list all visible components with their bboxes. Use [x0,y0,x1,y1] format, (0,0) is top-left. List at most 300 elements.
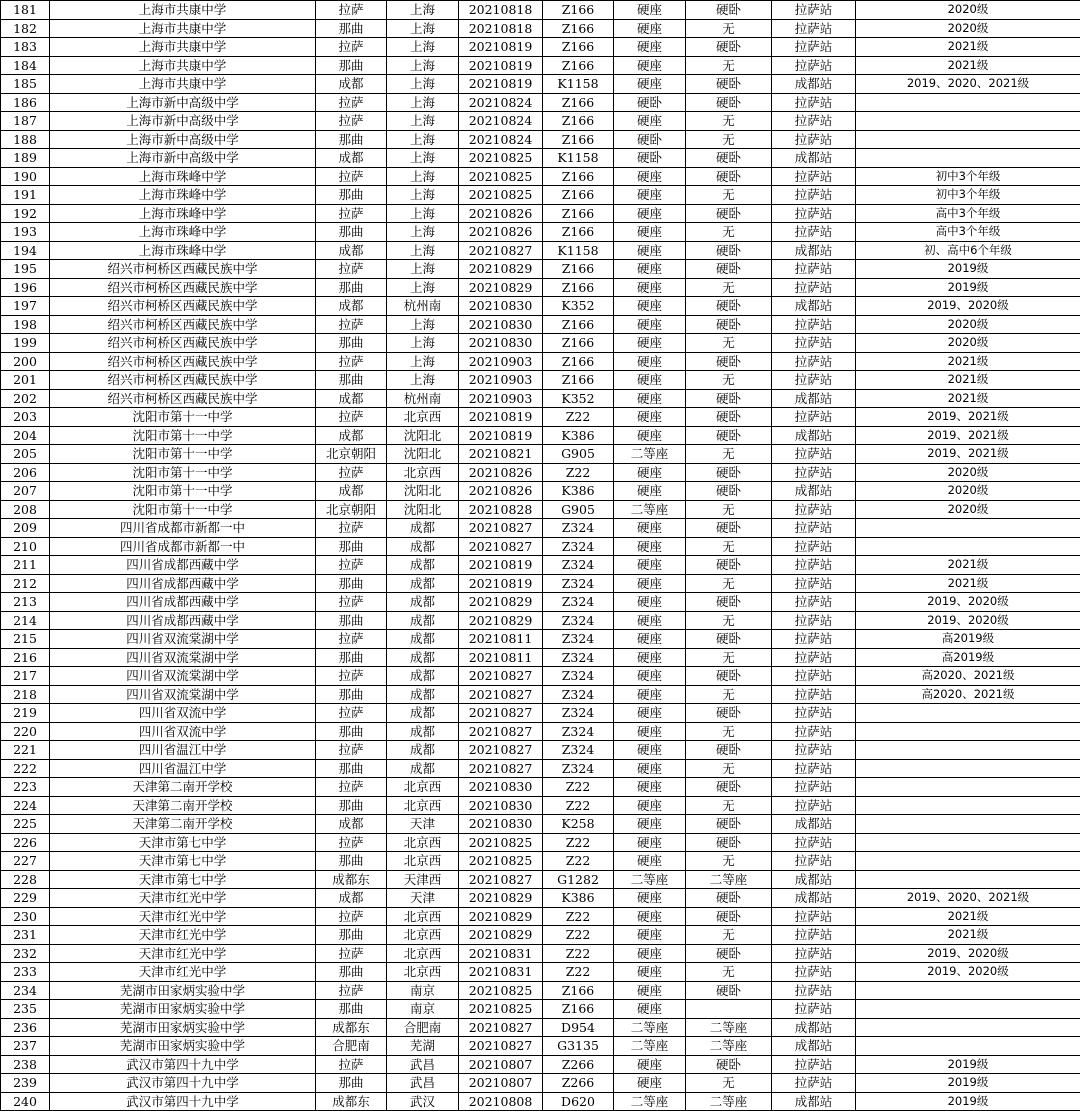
cell-travel-date: 20210811 [459,630,543,649]
cell-seat-type: 硬座 [614,260,686,279]
cell-grade-note: 2019、2021级 [856,408,1080,427]
table-row [1,1092,1080,1111]
cell-arrival-station: 成都 [387,759,459,778]
cell-travel-date: 20210826 [459,482,543,501]
cell-train-number: Z166 [543,130,614,149]
cell-school-name: 上海市共康中学 [50,75,316,94]
table-row [1,149,1080,168]
cell-arrival-station: 上海 [387,149,459,168]
cell-departure-station: 拉萨 [316,667,387,686]
cell-row-number: 214 [1,611,50,630]
cell-departure-station: 那曲 [316,371,387,390]
cell-row-number: 215 [1,630,50,649]
cell-alt-seat-type: 无 [686,648,772,667]
cell-pickup-station: 拉萨站 [772,667,856,686]
cell-arrival-station: 北京西 [387,852,459,871]
cell-train-number: K1158 [543,75,614,94]
cell-grade-note: 初中3个年级 [856,167,1080,186]
cell-pickup-station: 拉萨站 [772,93,856,112]
cell-pickup-station: 拉萨站 [772,500,856,519]
cell-arrival-station: 北京西 [387,907,459,926]
cell-departure-station: 成都 [316,482,387,501]
cell-alt-seat-type: 硬卧 [686,426,772,445]
cell-train-number: K352 [543,297,614,316]
cell-seat-type: 二等座 [614,500,686,519]
cell-alt-seat-type: 无 [686,19,772,38]
cell-school-name: 四川省双流棠湖中学 [50,667,316,686]
cell-arrival-station: 南京 [387,981,459,1000]
cell-grade-note: 高中3个年级 [856,223,1080,242]
cell-seat-type: 硬座 [614,630,686,649]
cell-grade-note: 2020级 [856,315,1080,334]
cell-school-name: 沈阳市第十一中学 [50,500,316,519]
cell-seat-type: 硬座 [614,1000,686,1019]
cell-alt-seat-type: 硬卧 [686,389,772,408]
cell-travel-date: 20210829 [459,926,543,945]
cell-alt-seat-type: 无 [686,574,772,593]
cell-alt-seat-type: 无 [686,278,772,297]
cell-departure-station: 成都 [316,297,387,316]
cell-alt-seat-type: 硬卧 [686,981,772,1000]
cell-alt-seat-type: 硬卧 [686,944,772,963]
cell-departure-station: 那曲 [316,611,387,630]
cell-row-number: 211 [1,556,50,575]
cell-grade-note [856,149,1080,168]
cell-school-name: 上海市珠峰中学 [50,186,316,205]
cell-school-name: 绍兴市柯桥区西藏民族中学 [50,260,316,279]
cell-grade-note: 2020级 [856,19,1080,38]
cell-school-name: 上海市共康中学 [50,19,316,38]
cell-arrival-station: 武汉 [387,1092,459,1111]
cell-travel-date: 20210903 [459,389,543,408]
cell-arrival-station: 上海 [387,167,459,186]
cell-pickup-station: 成都站 [772,241,856,260]
cell-seat-type: 硬座 [614,648,686,667]
cell-row-number: 213 [1,593,50,612]
cell-departure-station: 那曲 [316,722,387,741]
cell-travel-date: 20210808 [459,1092,543,1111]
cell-arrival-station: 合肥南 [387,1018,459,1037]
cell-departure-station: 那曲 [316,796,387,815]
cell-pickup-station: 成都站 [772,389,856,408]
table-row [1,445,1080,464]
cell-pickup-station: 拉萨站 [772,334,856,353]
cell-school-name: 芜湖市田家炳实验中学 [50,1037,316,1056]
cell-school-name: 天津第二南开学校 [50,815,316,834]
cell-train-number: Z166 [543,315,614,334]
table-body [1,1,1080,1111]
cell-school-name: 绍兴市柯桥区西藏民族中学 [50,352,316,371]
cell-travel-date: 20210827 [459,685,543,704]
cell-alt-seat-type: 无 [686,371,772,390]
cell-school-name: 上海市共康中学 [50,56,316,75]
cell-alt-seat-type [686,1000,772,1019]
table-row [1,93,1080,112]
cell-seat-type: 硬座 [614,389,686,408]
cell-row-number: 207 [1,482,50,501]
cell-pickup-station: 拉萨站 [772,796,856,815]
table-row [1,685,1080,704]
cell-row-number: 218 [1,685,50,704]
cell-train-number: Z266 [543,1074,614,1093]
cell-pickup-station: 拉萨站 [772,130,856,149]
cell-seat-type: 硬座 [614,56,686,75]
cell-departure-station: 那曲 [316,19,387,38]
cell-school-name: 沈阳市第十一中学 [50,482,316,501]
cell-travel-date: 20210819 [459,56,543,75]
cell-train-number: D954 [543,1018,614,1037]
cell-pickup-station: 成都站 [772,870,856,889]
cell-school-name: 武汉市第四十九中学 [50,1074,316,1093]
cell-train-number: G3135 [543,1037,614,1056]
cell-alt-seat-type: 硬卧 [686,630,772,649]
table-row [1,574,1080,593]
cell-pickup-station: 拉萨站 [772,112,856,131]
cell-grade-note: 2021级 [856,907,1080,926]
cell-grade-note: 高2020、2021级 [856,667,1080,686]
cell-row-number: 193 [1,223,50,242]
cell-alt-seat-type: 无 [686,611,772,630]
cell-pickup-station: 拉萨站 [772,352,856,371]
cell-grade-note: 高中3个年级 [856,204,1080,223]
table-row [1,1000,1080,1019]
cell-alt-seat-type: 无 [686,1074,772,1093]
cell-school-name: 天津市红光中学 [50,889,316,908]
cell-school-name: 四川省双流棠湖中学 [50,648,316,667]
cell-pickup-station: 成都站 [772,297,856,316]
cell-departure-station: 拉萨 [316,556,387,575]
cell-alt-seat-type: 硬卧 [686,778,772,797]
cell-school-name: 绍兴市柯桥区西藏民族中学 [50,315,316,334]
cell-arrival-station: 成都 [387,630,459,649]
cell-travel-date: 20210818 [459,19,543,38]
cell-row-number: 226 [1,833,50,852]
cell-train-number: Z324 [543,556,614,575]
cell-travel-date: 20210827 [459,1018,543,1037]
cell-pickup-station: 拉萨站 [772,722,856,741]
cell-school-name: 四川省成都市新都一中 [50,519,316,538]
cell-departure-station: 成都 [316,426,387,445]
cell-alt-seat-type: 硬卧 [686,93,772,112]
cell-train-number: G905 [543,445,614,464]
cell-train-number: Z324 [543,630,614,649]
cell-school-name: 绍兴市柯桥区西藏民族中学 [50,278,316,297]
cell-pickup-station: 拉萨站 [772,315,856,334]
cell-seat-type: 硬座 [614,778,686,797]
cell-seat-type: 硬座 [614,537,686,556]
cell-train-number: Z166 [543,56,614,75]
cell-row-number: 195 [1,260,50,279]
cell-pickup-station: 拉萨站 [772,19,856,38]
cell-school-name: 四川省双流棠湖中学 [50,630,316,649]
table-row [1,56,1080,75]
cell-seat-type: 硬座 [614,852,686,871]
cell-alt-seat-type: 硬卧 [686,260,772,279]
cell-grade-note: 2019、2020级 [856,611,1080,630]
cell-seat-type: 硬座 [614,167,686,186]
cell-departure-station: 拉萨 [316,38,387,57]
cell-alt-seat-type: 无 [686,963,772,982]
table-row [1,741,1080,760]
cell-departure-station: 那曲 [316,685,387,704]
cell-alt-seat-type: 硬卧 [686,149,772,168]
cell-grade-note: 2019级 [856,278,1080,297]
cell-travel-date: 20210824 [459,130,543,149]
cell-travel-date: 20210829 [459,278,543,297]
cell-travel-date: 20210819 [459,38,543,57]
cell-train-number: K386 [543,889,614,908]
cell-row-number: 206 [1,463,50,482]
cell-row-number: 233 [1,963,50,982]
cell-pickup-station: 拉萨站 [772,907,856,926]
cell-departure-station: 合肥南 [316,1037,387,1056]
cell-departure-station: 拉萨 [316,630,387,649]
cell-departure-station: 那曲 [316,963,387,982]
cell-train-number: Z324 [543,741,614,760]
cell-train-number: Z166 [543,334,614,353]
cell-train-number: Z324 [543,519,614,538]
cell-train-number: Z324 [543,759,614,778]
cell-train-number: Z324 [543,667,614,686]
table-row [1,1018,1080,1037]
cell-grade-note [856,1037,1080,1056]
cell-alt-seat-type: 无 [686,537,772,556]
cell-departure-station: 那曲 [316,852,387,871]
cell-grade-note: 2019、2021级 [856,426,1080,445]
cell-travel-date: 20210819 [459,574,543,593]
cell-train-number: Z22 [543,796,614,815]
table-row [1,852,1080,871]
cell-pickup-station: 拉萨站 [772,278,856,297]
cell-grade-note: 2019、2020级 [856,593,1080,612]
cell-school-name: 天津市第七中学 [50,852,316,871]
cell-train-number: Z324 [543,704,614,723]
cell-school-name: 绍兴市柯桥区西藏民族中学 [50,297,316,316]
cell-pickup-station: 拉萨站 [772,556,856,575]
cell-school-name: 上海市新中高级中学 [50,130,316,149]
cell-seat-type: 硬座 [614,352,686,371]
cell-row-number: 237 [1,1037,50,1056]
cell-alt-seat-type: 硬卧 [686,352,772,371]
cell-arrival-station: 成都 [387,556,459,575]
cell-pickup-station: 成都站 [772,889,856,908]
cell-row-number: 202 [1,389,50,408]
table-row [1,315,1080,334]
cell-travel-date: 20210825 [459,186,543,205]
table-row [1,482,1080,501]
cell-arrival-station: 北京西 [387,408,459,427]
cell-arrival-station: 成都 [387,722,459,741]
cell-arrival-station: 天津 [387,889,459,908]
cell-grade-note: 2019级 [856,260,1080,279]
cell-arrival-station: 上海 [387,130,459,149]
table-row [1,426,1080,445]
cell-grade-note: 2021级 [856,352,1080,371]
cell-row-number: 227 [1,852,50,871]
cell-alt-seat-type: 硬卧 [686,556,772,575]
cell-grade-note: 2019级 [856,1055,1080,1074]
cell-alt-seat-type: 无 [686,130,772,149]
cell-seat-type: 硬座 [614,334,686,353]
cell-arrival-station: 芜湖 [387,1037,459,1056]
cell-row-number: 197 [1,297,50,316]
table-row [1,870,1080,889]
cell-arrival-station: 上海 [387,223,459,242]
cell-pickup-station: 拉萨站 [772,463,856,482]
cell-school-name: 天津市第七中学 [50,870,316,889]
cell-travel-date: 20210827 [459,741,543,760]
cell-train-number: Z22 [543,778,614,797]
table-row [1,334,1080,353]
cell-arrival-station: 天津 [387,815,459,834]
cell-row-number: 200 [1,352,50,371]
cell-alt-seat-type: 硬卧 [686,815,772,834]
cell-pickup-station: 成都站 [772,815,856,834]
cell-school-name: 沈阳市第十一中学 [50,426,316,445]
cell-seat-type: 硬座 [614,297,686,316]
cell-row-number: 194 [1,241,50,260]
cell-seat-type: 硬座 [614,1074,686,1093]
cell-departure-station: 拉萨 [316,112,387,131]
cell-pickup-station: 拉萨站 [772,537,856,556]
cell-grade-note: 2021级 [856,556,1080,575]
cell-departure-station: 拉萨 [316,981,387,1000]
cell-departure-station: 那曲 [316,1000,387,1019]
table-row [1,1055,1080,1074]
cell-alt-seat-type: 二等座 [686,1018,772,1037]
cell-arrival-station: 沈阳北 [387,445,459,464]
cell-seat-type: 硬座 [614,1055,686,1074]
cell-pickup-station: 拉萨站 [772,963,856,982]
cell-alt-seat-type: 无 [686,445,772,464]
table-row [1,889,1080,908]
table-row [1,223,1080,242]
cell-alt-seat-type: 无 [686,223,772,242]
cell-travel-date: 20210825 [459,833,543,852]
cell-travel-date: 20210827 [459,722,543,741]
cell-school-name: 芜湖市田家炳实验中学 [50,1000,316,1019]
cell-row-number: 224 [1,796,50,815]
cell-row-number: 228 [1,870,50,889]
cell-alt-seat-type: 硬卧 [686,204,772,223]
table-row [1,204,1080,223]
cell-train-number: Z22 [543,852,614,871]
table-row [1,1,1080,20]
cell-school-name: 芜湖市田家炳实验中学 [50,1018,316,1037]
cell-school-name: 四川省成都西藏中学 [50,574,316,593]
cell-seat-type: 硬座 [614,796,686,815]
cell-arrival-station: 上海 [387,334,459,353]
cell-departure-station: 拉萨 [316,352,387,371]
cell-travel-date: 20210827 [459,519,543,538]
cell-travel-date: 20210819 [459,408,543,427]
cell-travel-date: 20210807 [459,1055,543,1074]
cell-departure-station: 那曲 [316,537,387,556]
cell-arrival-station: 天津西 [387,870,459,889]
cell-departure-station: 成都 [316,149,387,168]
cell-train-number: Z166 [543,1000,614,1019]
cell-school-name: 四川省成都西藏中学 [50,556,316,575]
cell-school-name: 武汉市第四十九中学 [50,1092,316,1111]
cell-alt-seat-type: 无 [686,852,772,871]
cell-travel-date: 20210830 [459,334,543,353]
cell-seat-type: 硬座 [614,944,686,963]
cell-train-number: Z324 [543,574,614,593]
cell-seat-type: 硬座 [614,685,686,704]
cell-travel-date: 20210828 [459,500,543,519]
cell-seat-type: 硬座 [614,889,686,908]
cell-school-name: 四川省双流棠湖中学 [50,685,316,704]
cell-pickup-station: 拉萨站 [772,204,856,223]
cell-school-name: 天津市红光中学 [50,963,316,982]
cell-grade-note [856,112,1080,131]
cell-pickup-station: 拉萨站 [772,408,856,427]
cell-departure-station: 拉萨 [316,260,387,279]
cell-row-number: 229 [1,889,50,908]
cell-train-number: Z166 [543,167,614,186]
cell-grade-note: 2019级 [856,1074,1080,1093]
cell-travel-date: 20210818 [459,1,543,20]
cell-departure-station: 拉萨 [316,204,387,223]
cell-arrival-station: 成都 [387,574,459,593]
table-row [1,75,1080,94]
cell-pickup-station: 拉萨站 [772,630,856,649]
cell-departure-station: 那曲 [316,926,387,945]
cell-school-name: 芜湖市田家炳实验中学 [50,981,316,1000]
cell-departure-station: 拉萨 [316,944,387,963]
cell-arrival-station: 北京西 [387,926,459,945]
cell-row-number: 209 [1,519,50,538]
cell-grade-note [856,833,1080,852]
cell-pickup-station: 成都站 [772,1037,856,1056]
cell-seat-type: 硬座 [614,75,686,94]
cell-alt-seat-type: 无 [686,685,772,704]
cell-arrival-station: 沈阳北 [387,482,459,501]
cell-grade-note [856,796,1080,815]
cell-arrival-station: 上海 [387,186,459,205]
cell-train-number: Z22 [543,944,614,963]
cell-alt-seat-type: 硬卧 [686,1055,772,1074]
cell-train-number: Z22 [543,963,614,982]
cell-pickup-station: 拉萨站 [772,445,856,464]
cell-pickup-station: 拉萨站 [772,1000,856,1019]
cell-seat-type: 硬座 [614,722,686,741]
cell-row-number: 238 [1,1055,50,1074]
cell-pickup-station: 成都站 [772,149,856,168]
cell-arrival-station: 杭州南 [387,389,459,408]
cell-row-number: 230 [1,907,50,926]
cell-arrival-station: 沈阳北 [387,500,459,519]
cell-grade-note [856,704,1080,723]
cell-alt-seat-type: 硬卧 [686,408,772,427]
cell-train-number: Z22 [543,833,614,852]
table-row [1,778,1080,797]
table-row [1,38,1080,57]
cell-school-name: 上海市新中高级中学 [50,112,316,131]
cell-pickup-station: 拉萨站 [772,223,856,242]
cell-pickup-station: 拉萨站 [772,704,856,723]
cell-school-name: 沈阳市第十一中学 [50,408,316,427]
cell-grade-note [856,852,1080,871]
cell-row-number: 208 [1,500,50,519]
cell-seat-type: 硬座 [614,574,686,593]
cell-departure-station: 成都 [316,241,387,260]
cell-row-number: 239 [1,1074,50,1093]
cell-train-number: Z22 [543,907,614,926]
table-row [1,352,1080,371]
cell-train-number: K386 [543,426,614,445]
cell-departure-station: 成都 [316,815,387,834]
